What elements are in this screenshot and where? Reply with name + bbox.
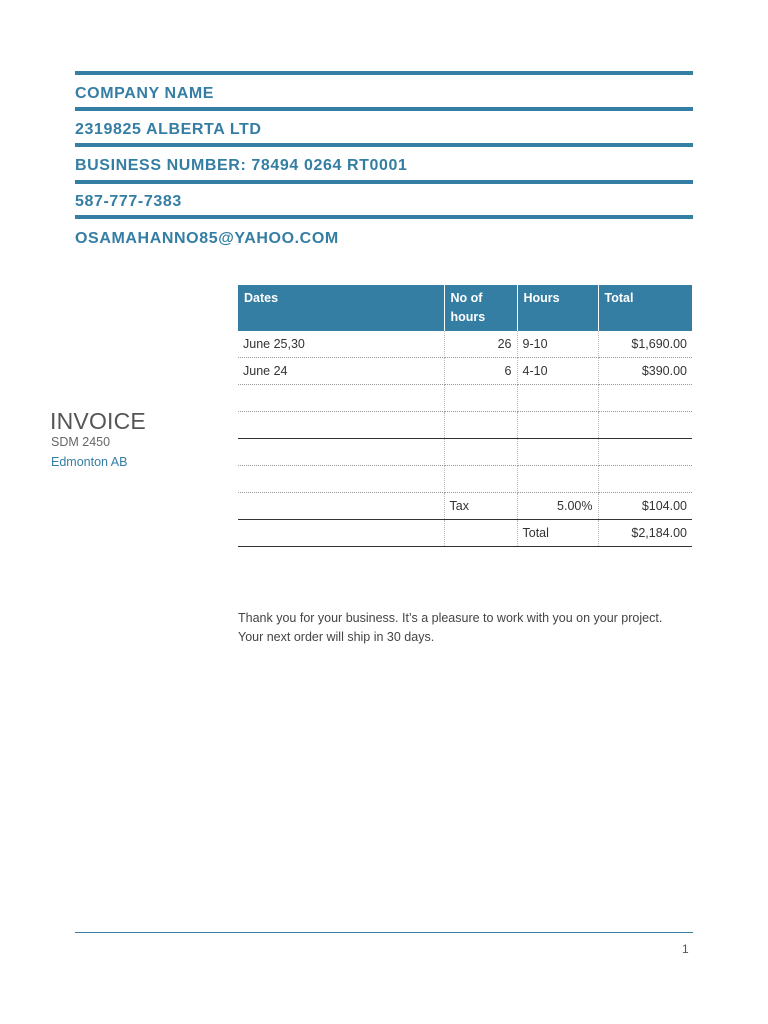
cell-hours: [517, 439, 598, 466]
cell-no-of-hours: [444, 439, 517, 466]
header-rule: [75, 215, 693, 219]
cell-date: [238, 412, 444, 439]
invoice-title: INVOICE: [50, 408, 146, 434]
header-rule: [75, 107, 693, 111]
total-amount: $2,184.00: [598, 520, 692, 547]
cell-date: [238, 439, 444, 466]
email-address: OSAMAHANNO85@YAHOO.COM: [75, 230, 339, 247]
invoice-table: [238, 285, 692, 547]
total-row: [238, 520, 692, 547]
cell-total: [598, 385, 692, 412]
header-rule: [75, 71, 693, 75]
cell-hours: 9-10: [517, 331, 598, 358]
tax-rate: 5.00%: [517, 493, 598, 520]
table-row: [238, 439, 692, 466]
total-label: Total: [517, 520, 598, 547]
cell-hours: 4-10: [517, 358, 598, 385]
table-header-row: [238, 285, 692, 331]
cell-no-of-hours: [444, 385, 517, 412]
shipping-note: Your next order will ship in 30 days.: [238, 630, 435, 644]
table-row: [238, 385, 692, 412]
tax-row: [238, 493, 692, 520]
cell-no-of-hours: [444, 412, 517, 439]
table-row: [238, 331, 692, 358]
thank-you-line: Thank you for your business. It’s a pleasure to work with you on your project.: [238, 611, 663, 625]
cell-date: [238, 385, 444, 412]
cell-no-of-hours: 26: [444, 331, 517, 358]
table-row: [238, 412, 692, 439]
cell-total: [598, 439, 692, 466]
company-legal-name: 2319825 ALBERTA LTD: [75, 121, 262, 138]
column-header-total: Total: [598, 285, 692, 331]
tax-amount: $104.00: [598, 493, 692, 520]
cell-date: June 24: [238, 358, 444, 385]
cell-hours: [517, 466, 598, 493]
tax-label: Tax: [444, 493, 517, 520]
cell-total: [598, 412, 692, 439]
cell-hours: [517, 385, 598, 412]
cell-total: $390.00: [598, 358, 692, 385]
cell-no-of-hours: [444, 466, 517, 493]
header-rule: [75, 143, 693, 147]
column-header-hours: Hours: [517, 285, 598, 331]
cell-no-of-hours: 6: [444, 358, 517, 385]
cell-hours: [517, 412, 598, 439]
cell-date: June 25,30: [238, 331, 444, 358]
header-rule: [75, 180, 693, 184]
phone-number: 587-777-7383: [75, 193, 182, 210]
column-header-dates: Dates: [238, 285, 444, 331]
page-number: 1: [682, 942, 689, 956]
table-row: [238, 358, 692, 385]
footer-rule: [75, 932, 693, 933]
cell-date: [238, 466, 444, 493]
company-name-label: COMPANY NAME: [75, 85, 215, 102]
business-number: BUSINESS NUMBER: 78494 0264 RT0001: [75, 157, 408, 174]
invoice-reference: SDM 2450: [51, 435, 111, 449]
invoice-city: Edmonton AB: [51, 455, 128, 469]
cell-total: $1,690.00: [598, 331, 692, 358]
thank-you-note: [238, 609, 662, 647]
table-row: [238, 466, 692, 493]
cell-total: [598, 466, 692, 493]
column-header-no-of-hours: No of hours: [444, 285, 517, 331]
